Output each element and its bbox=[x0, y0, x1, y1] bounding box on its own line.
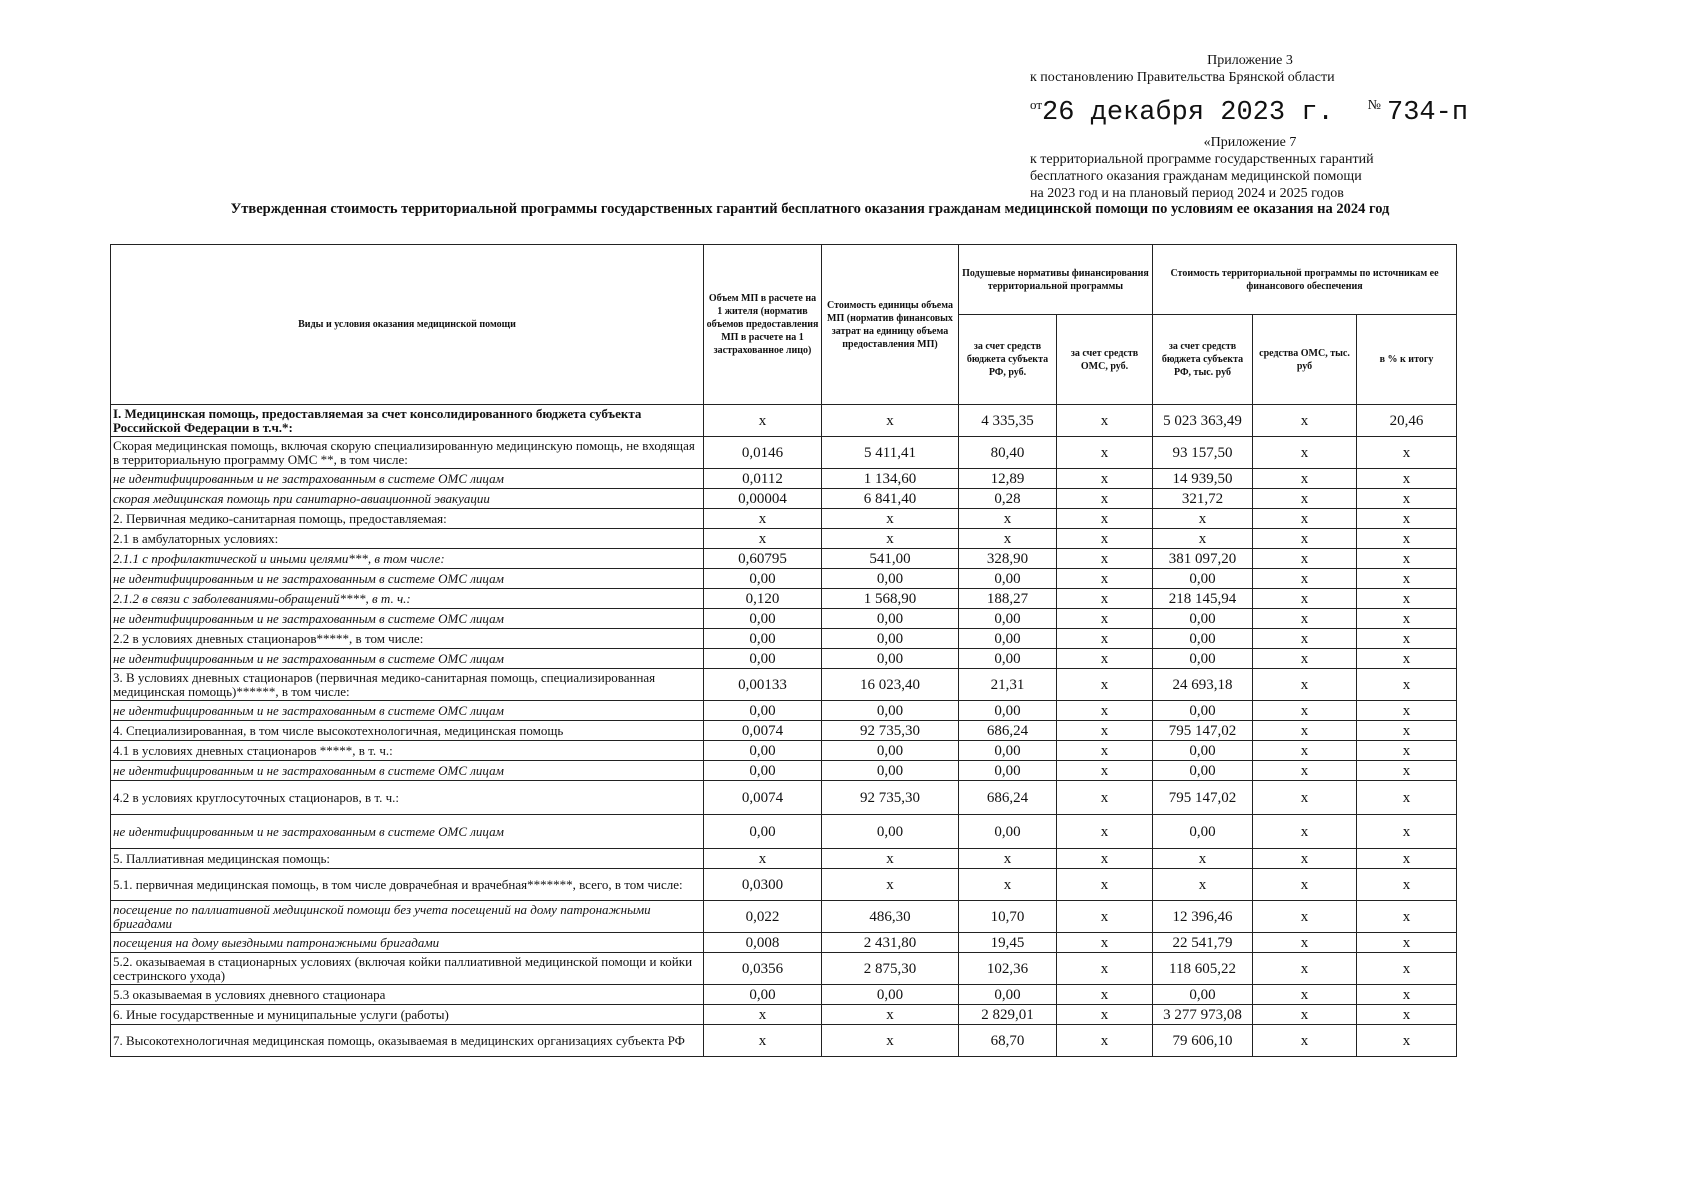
row-value: 10,70 bbox=[959, 901, 1057, 933]
row-value: 0,00 bbox=[822, 761, 959, 781]
row-value: х bbox=[1357, 933, 1457, 953]
row-value: 686,24 bbox=[959, 721, 1057, 741]
table-row bbox=[111, 509, 1457, 529]
row-value: 16 023,40 bbox=[822, 669, 959, 701]
row-value: 1 134,60 bbox=[822, 469, 959, 489]
row-value: 0,00 bbox=[1153, 815, 1253, 849]
row-value: 0,00 bbox=[1153, 629, 1253, 649]
row-value: 0,00 bbox=[822, 569, 959, 589]
row-value: х bbox=[1253, 509, 1357, 529]
row-value: 381 097,20 bbox=[1153, 549, 1253, 569]
row-value: 0,00 bbox=[1153, 701, 1253, 721]
row-value: х bbox=[1357, 869, 1457, 901]
row-value: х bbox=[1357, 569, 1457, 589]
row-value: х bbox=[1057, 629, 1153, 649]
row-value: х bbox=[1057, 405, 1153, 437]
row-label: I. Медицинская помощь, предоставляемая за счет консолидированного бюджета субъекта Российской Федерации в т.ч.*: bbox=[111, 405, 704, 437]
row-label: 2.1 в амбулаторных условиях: bbox=[111, 529, 704, 549]
row-value: х bbox=[1057, 869, 1153, 901]
row-label: 5.1. первичная медицинская помощь, в том числе доврачебная и врачебная*******, всего, в том числе: bbox=[111, 869, 704, 901]
row-value: х bbox=[1057, 901, 1153, 933]
row-value: 79 606,10 bbox=[1153, 1025, 1253, 1057]
program-line-3: на 2023 год и на плановый период 2024 и 2025 годов bbox=[1030, 186, 1344, 201]
row-value: х bbox=[822, 529, 959, 549]
row-label: 5.2. оказываемая в стационарных условиях (включая койки паллиативной медицинской помощи и койки сестринского ухода) bbox=[111, 953, 704, 985]
program-line-1: к территориальной программе государственных гарантий bbox=[1030, 152, 1374, 167]
row-value: х bbox=[1253, 901, 1357, 933]
row-value: х bbox=[1253, 985, 1357, 1005]
table-row bbox=[111, 549, 1457, 569]
row-value: х bbox=[1057, 509, 1153, 529]
table-row bbox=[111, 869, 1457, 901]
row-value: х bbox=[1357, 901, 1457, 933]
row-value: х bbox=[1357, 953, 1457, 985]
row-value: 92 735,30 bbox=[822, 721, 959, 741]
row-value: 21,31 bbox=[959, 669, 1057, 701]
number-sign: № bbox=[1367, 98, 1382, 113]
row-value: х bbox=[1357, 721, 1457, 741]
appendix-label: Приложение 3 bbox=[1207, 53, 1293, 68]
row-value: х bbox=[822, 849, 959, 869]
row-value: 0,00 bbox=[1153, 649, 1253, 669]
row-value: 92 735,30 bbox=[822, 781, 959, 815]
row-value: х bbox=[1357, 1025, 1457, 1057]
row-value: х bbox=[1057, 721, 1153, 741]
row-value: 486,30 bbox=[822, 901, 959, 933]
row-value: х bbox=[1253, 701, 1357, 721]
table-row bbox=[111, 669, 1457, 701]
row-value: х bbox=[822, 1005, 959, 1025]
table-row bbox=[111, 1005, 1457, 1025]
row-value: х bbox=[1253, 649, 1357, 669]
row-value: х bbox=[1253, 529, 1357, 549]
header-per-capita-group: Подушевые нормативы финансирования территориальной программы bbox=[959, 245, 1153, 315]
row-value: 5 411,41 bbox=[822, 437, 959, 469]
row-value: 6 841,40 bbox=[822, 489, 959, 509]
row-value: х bbox=[1253, 933, 1357, 953]
row-value: 0,00 bbox=[704, 985, 822, 1005]
row-value: х bbox=[704, 529, 822, 549]
row-value: х bbox=[1253, 589, 1357, 609]
row-label: 4. Специализированная, в том числе высокотехнологичная, медицинская помощь bbox=[111, 721, 704, 741]
row-value: 22 541,79 bbox=[1153, 933, 1253, 953]
header-volume: Объем МП в расчете на 1 жителя (норматив объемов предоставления МП в расчете на 1 застрахованное лицо) bbox=[704, 245, 822, 405]
document-title: Утвержденная стоимость территориальной программы государственных гарантий бесплатного оказания гражданам медицинской помощи по условиям ее оказания на 2024 год bbox=[230, 201, 1390, 217]
table-row bbox=[111, 609, 1457, 629]
row-value: х bbox=[1253, 629, 1357, 649]
row-label: 4.2 в условиях круглосуточных стационаров, в т. ч.: bbox=[111, 781, 704, 815]
row-value: 0,28 bbox=[959, 489, 1057, 509]
row-value: х bbox=[1357, 589, 1457, 609]
row-value: 0,0300 bbox=[704, 869, 822, 901]
row-value: 0,00 bbox=[1153, 569, 1253, 589]
table-row bbox=[111, 781, 1457, 815]
row-value: х bbox=[1153, 849, 1253, 869]
row-value: х bbox=[1057, 609, 1153, 629]
row-value: 4 335,35 bbox=[959, 405, 1057, 437]
row-value: х bbox=[1057, 815, 1153, 849]
row-label: 4.1 в условиях дневных стационаров *****, в т. ч.: bbox=[111, 741, 704, 761]
row-value: 0,00 bbox=[959, 761, 1057, 781]
row-value: х bbox=[1057, 437, 1153, 469]
row-value: 0,00 bbox=[959, 985, 1057, 1005]
table-row bbox=[111, 469, 1457, 489]
table-row bbox=[111, 589, 1457, 609]
table-row bbox=[111, 649, 1457, 669]
row-value: х bbox=[1357, 1005, 1457, 1025]
table-row bbox=[111, 721, 1457, 741]
row-value: х bbox=[1057, 549, 1153, 569]
row-value: х bbox=[1057, 781, 1153, 815]
row-value: х bbox=[1057, 649, 1153, 669]
row-value: 0,0074 bbox=[704, 781, 822, 815]
row-value: 14 939,50 bbox=[1153, 469, 1253, 489]
row-value: х bbox=[1357, 669, 1457, 701]
row-value: х bbox=[1253, 781, 1357, 815]
row-value: 0,00004 bbox=[704, 489, 822, 509]
row-value: х bbox=[1253, 815, 1357, 849]
row-value: 0,00133 bbox=[704, 669, 822, 701]
row-label: не идентифицированным и не застрахованным в системе ОМС лицам bbox=[111, 609, 704, 629]
table-row bbox=[111, 985, 1457, 1005]
header-oms-thous: средства ОМС, тыс. руб bbox=[1253, 315, 1357, 405]
row-label: 5. Паллиативная медицинская помощь: bbox=[111, 849, 704, 869]
row-value: х bbox=[1253, 1025, 1357, 1057]
row-label: 2.2 в условиях дневных стационаров*****, в том числе: bbox=[111, 629, 704, 649]
row-value: 0,00 bbox=[704, 609, 822, 629]
row-value: х bbox=[1057, 849, 1153, 869]
row-label: 7. Высокотехнологичная медицинская помощь, оказываемая в медицинских организациях субъекта РФ bbox=[111, 1025, 704, 1057]
row-value: х bbox=[1253, 1005, 1357, 1025]
row-value: 0,00 bbox=[822, 609, 959, 629]
table-row bbox=[111, 629, 1457, 649]
row-value: х bbox=[822, 509, 959, 529]
row-value: х bbox=[1357, 509, 1457, 529]
row-label: не идентифицированным и не застрахованным в системе ОМС лицам bbox=[111, 469, 704, 489]
row-value: х bbox=[1057, 469, 1153, 489]
row-value: х bbox=[704, 509, 822, 529]
row-value: х bbox=[1057, 489, 1153, 509]
row-value: х bbox=[1057, 741, 1153, 761]
row-value: 0,008 bbox=[704, 933, 822, 953]
row-value: 0,00 bbox=[959, 741, 1057, 761]
row-label: 2. Первичная медико-санитарная помощь, предоставляемая: bbox=[111, 509, 704, 529]
row-value: 0,00 bbox=[1153, 761, 1253, 781]
row-value: 0,00 bbox=[704, 649, 822, 669]
date-value: 26 декабря 2023 г. bbox=[1042, 98, 1334, 128]
row-label: не идентифицированным и не застрахованным в системе ОМС лицам bbox=[111, 649, 704, 669]
header-percent: в % к итогу bbox=[1357, 315, 1457, 405]
row-label: не идентифицированным и не застрахованным в системе ОМС лицам bbox=[111, 569, 704, 589]
table-row bbox=[111, 405, 1457, 437]
row-value: 541,00 bbox=[822, 549, 959, 569]
table-row bbox=[111, 529, 1457, 549]
row-value: 102,36 bbox=[959, 953, 1057, 985]
program-line-2: бесплатного оказания гражданам медицинской помощи bbox=[1030, 169, 1362, 184]
row-value: х bbox=[822, 1025, 959, 1057]
row-label: 2.1.1 с профилактической и иными целями***, в том числе: bbox=[111, 549, 704, 569]
row-value: х bbox=[1357, 781, 1457, 815]
row-value: 0,00 bbox=[959, 629, 1057, 649]
row-value: х bbox=[1357, 629, 1457, 649]
row-value: х bbox=[1253, 953, 1357, 985]
row-value: х bbox=[1253, 405, 1357, 437]
table-row bbox=[111, 569, 1457, 589]
row-label: не идентифицированным и не застрахованным в системе ОМС лицам bbox=[111, 815, 704, 849]
header-cost-unit: Стоимость единицы объема МП (норматив финансовых затрат на единицу объема предоставления МП) bbox=[822, 245, 959, 405]
row-label: посещения на дому выездными патронажными бригадами bbox=[111, 933, 704, 953]
row-value: х bbox=[1357, 469, 1457, 489]
row-value: 0,00 bbox=[822, 629, 959, 649]
row-value: 19,45 bbox=[959, 933, 1057, 953]
resolution-label: к постановлению Правительства Брянской области bbox=[1030, 70, 1335, 85]
row-value: х bbox=[704, 1025, 822, 1057]
row-value: х bbox=[1253, 609, 1357, 629]
row-value: 0,00 bbox=[704, 569, 822, 589]
row-value: 0,0074 bbox=[704, 721, 822, 741]
table-row bbox=[111, 701, 1457, 721]
row-value: х bbox=[1357, 609, 1457, 629]
row-value: х bbox=[959, 849, 1057, 869]
row-value: 0,0112 bbox=[704, 469, 822, 489]
row-value: 0,00 bbox=[959, 569, 1057, 589]
row-value: х bbox=[1253, 437, 1357, 469]
table-row bbox=[111, 1025, 1457, 1057]
row-value: х bbox=[959, 509, 1057, 529]
row-value: 2 431,80 bbox=[822, 933, 959, 953]
table-row bbox=[111, 953, 1457, 985]
row-value: х bbox=[822, 869, 959, 901]
row-value: 795 147,02 bbox=[1153, 721, 1253, 741]
cost-table bbox=[110, 244, 1457, 1057]
header-block bbox=[1030, 52, 1470, 202]
row-value: 0,00 bbox=[1153, 985, 1253, 1005]
row-value: х bbox=[1057, 589, 1153, 609]
table-body bbox=[111, 405, 1457, 1057]
table-row bbox=[111, 933, 1457, 953]
row-value: 0,0146 bbox=[704, 437, 822, 469]
row-value: х bbox=[1253, 849, 1357, 869]
row-value: х bbox=[1253, 469, 1357, 489]
row-value: 12,89 bbox=[959, 469, 1057, 489]
row-value: х bbox=[1357, 701, 1457, 721]
header-cost-group: Стоимость территориальной программы по источникам ее финансового обеспечения bbox=[1153, 245, 1457, 315]
row-value: 0,00 bbox=[1153, 741, 1253, 761]
row-value: 328,90 bbox=[959, 549, 1057, 569]
row-value: 0,00 bbox=[822, 815, 959, 849]
row-label: скорая медицинская помощь при санитарно-авиационной эвакуации bbox=[111, 489, 704, 509]
table-row bbox=[111, 489, 1457, 509]
row-value: 0,00 bbox=[1153, 609, 1253, 629]
row-value: х bbox=[1057, 953, 1153, 985]
row-value: 0,00 bbox=[959, 701, 1057, 721]
row-value: 24 693,18 bbox=[1153, 669, 1253, 701]
row-value: 20,46 bbox=[1357, 405, 1457, 437]
row-value: 218 145,94 bbox=[1153, 589, 1253, 609]
row-value: х bbox=[1357, 549, 1457, 569]
row-label: не идентифицированным и не застрахованным в системе ОМС лицам bbox=[111, 701, 704, 721]
row-value: х bbox=[1357, 741, 1457, 761]
row-value: х bbox=[1153, 509, 1253, 529]
row-value: х bbox=[1253, 569, 1357, 589]
table-row bbox=[111, 849, 1457, 869]
row-value: 68,70 bbox=[959, 1025, 1057, 1057]
row-value: 0,00 bbox=[959, 649, 1057, 669]
header-oms-rub: за счет средств ОМС, руб. bbox=[1057, 315, 1153, 405]
number-value: 734-п bbox=[1387, 98, 1469, 128]
row-value: х bbox=[959, 869, 1057, 901]
row-label: посещение по паллиативной медицинской помощи без учета посещений на дому патронажными бригадами bbox=[111, 901, 704, 933]
row-value: 321,72 bbox=[1153, 489, 1253, 509]
row-value: 0,0356 bbox=[704, 953, 822, 985]
row-label: не идентифицированным и не застрахованным в системе ОМС лицам bbox=[111, 761, 704, 781]
row-value: х bbox=[1253, 741, 1357, 761]
row-value: 188,27 bbox=[959, 589, 1057, 609]
row-value: 2 829,01 bbox=[959, 1005, 1057, 1025]
header-kinds: Виды и условия оказания медицинской помощи bbox=[111, 245, 704, 405]
row-value: 2 875,30 bbox=[822, 953, 959, 985]
row-value: 0,00 bbox=[704, 701, 822, 721]
row-label: 6. Иные государственные и муниципальные услуги (работы) bbox=[111, 1005, 704, 1025]
row-value: х bbox=[1057, 529, 1153, 549]
row-value: х bbox=[1253, 489, 1357, 509]
row-value: 93 157,50 bbox=[1153, 437, 1253, 469]
table-row bbox=[111, 437, 1457, 469]
row-value: х bbox=[1357, 849, 1457, 869]
header-budget-thous: за счет средств бюджета субъекта РФ, тыс. руб bbox=[1153, 315, 1253, 405]
table-row bbox=[111, 815, 1457, 849]
row-value: 0,00 bbox=[704, 761, 822, 781]
header-budget-rub: за счет средств бюджета субъекта РФ, руб. bbox=[959, 315, 1057, 405]
row-value: х bbox=[822, 405, 959, 437]
row-value: х bbox=[1357, 529, 1457, 549]
row-value: 0,00 bbox=[959, 609, 1057, 629]
row-value: х bbox=[1253, 761, 1357, 781]
row-value: х bbox=[1057, 669, 1153, 701]
row-value: 795 147,02 bbox=[1153, 781, 1253, 815]
row-value: х bbox=[1357, 437, 1457, 469]
row-value: х bbox=[1057, 1005, 1153, 1025]
row-value: х bbox=[704, 1005, 822, 1025]
date-prefix: от bbox=[1030, 97, 1043, 112]
row-value: х bbox=[1057, 985, 1153, 1005]
row-value: х bbox=[1357, 815, 1457, 849]
row-value: х bbox=[1057, 933, 1153, 953]
row-value: 0,00 bbox=[959, 815, 1057, 849]
row-label: 2.1.2 в связи с заболеваниями-обращений****, в т. ч.: bbox=[111, 589, 704, 609]
row-value: х bbox=[1153, 869, 1253, 901]
row-value: 0,00 bbox=[704, 741, 822, 761]
row-value: 0,00 bbox=[704, 629, 822, 649]
row-value: 0,120 bbox=[704, 589, 822, 609]
row-value: 0,022 bbox=[704, 901, 822, 933]
row-value: х bbox=[1357, 649, 1457, 669]
row-value: 686,24 bbox=[959, 781, 1057, 815]
row-value: 3 277 973,08 bbox=[1153, 1005, 1253, 1025]
row-value: 80,40 bbox=[959, 437, 1057, 469]
row-value: х bbox=[1057, 761, 1153, 781]
row-value: х bbox=[1253, 721, 1357, 741]
row-label: 3. В условиях дневных стационаров (первичная медико-санитарная помощь, специализированная медицинская помощь)******, в том числе: bbox=[111, 669, 704, 701]
row-value: х bbox=[704, 405, 822, 437]
table-row bbox=[111, 741, 1457, 761]
row-value: х bbox=[959, 529, 1057, 549]
row-value: х bbox=[1057, 1025, 1153, 1057]
row-value: х bbox=[1357, 761, 1457, 781]
row-value: 0,00 bbox=[822, 701, 959, 721]
table-row bbox=[111, 761, 1457, 781]
row-value: 12 396,46 bbox=[1153, 901, 1253, 933]
row-value: х bbox=[1253, 869, 1357, 901]
row-value: 0,00 bbox=[704, 815, 822, 849]
prev-appendix-label: «Приложение 7 bbox=[1203, 135, 1297, 150]
row-value: х bbox=[1057, 701, 1153, 721]
row-value: х bbox=[1357, 489, 1457, 509]
row-value: х bbox=[704, 849, 822, 869]
row-value: х bbox=[1357, 985, 1457, 1005]
row-value: х bbox=[1253, 669, 1357, 701]
row-value: х bbox=[1153, 529, 1253, 549]
row-label: Скорая медицинская помощь, включая скорую специализированную медицинскую помощь, не входящая в территориальную программу ОМС **, в том числе: bbox=[111, 437, 704, 469]
row-value: 0,00 bbox=[822, 985, 959, 1005]
row-value: 5 023 363,49 bbox=[1153, 405, 1253, 437]
row-value: 0,60795 bbox=[704, 549, 822, 569]
row-value: 0,00 bbox=[822, 741, 959, 761]
row-value: х bbox=[1253, 549, 1357, 569]
row-value: 1 568,90 bbox=[822, 589, 959, 609]
table-row bbox=[111, 901, 1457, 933]
row-value: х bbox=[1057, 569, 1153, 589]
date-line bbox=[1030, 90, 1470, 128]
row-label: 5.3 оказываемая в условиях дневного стационара bbox=[111, 985, 704, 1005]
row-value: 118 605,22 bbox=[1153, 953, 1253, 985]
row-value: 0,00 bbox=[822, 649, 959, 669]
